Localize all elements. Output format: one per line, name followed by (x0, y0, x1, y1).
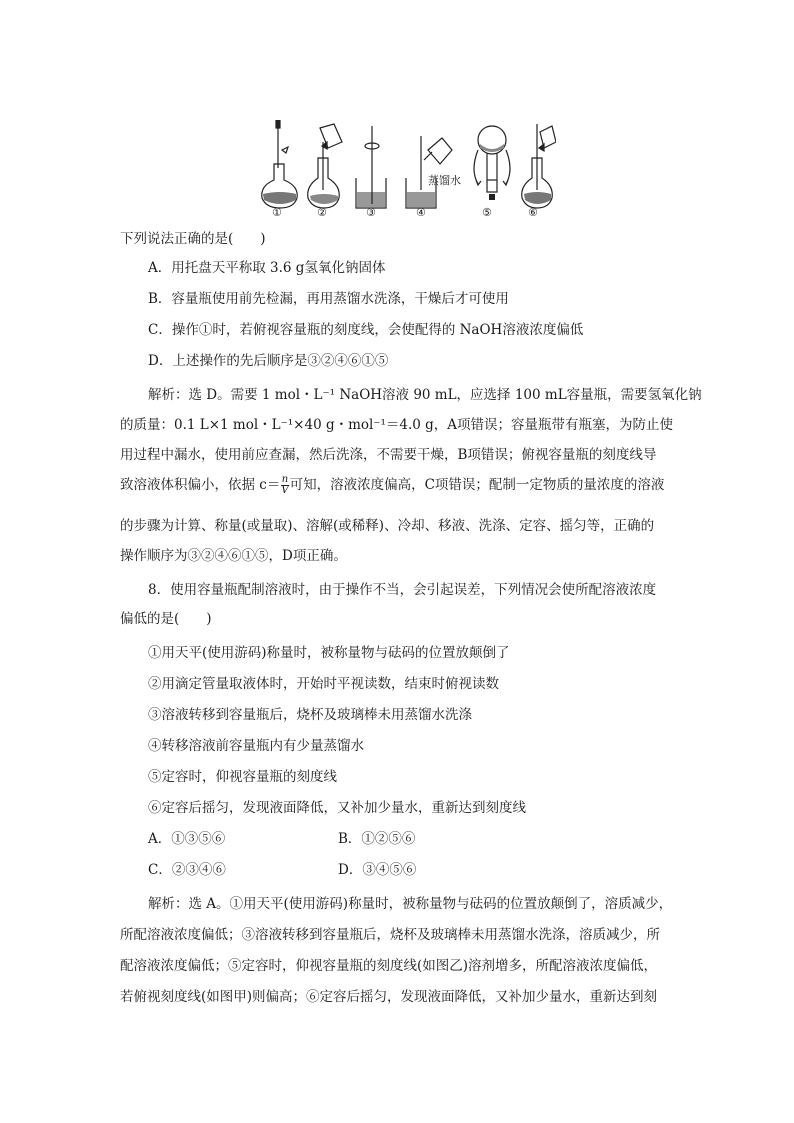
figure-label-6: ⑥ (528, 206, 538, 219)
apparatus-figure (256, 120, 556, 222)
figure-label-1: ① (272, 206, 282, 219)
q7-option-d: D．上述操作的先后顺序是③②④⑥①⑤ (148, 353, 389, 369)
q8-analysis-line-1: 解析：选 A。①用天平(使用游码)称量时，被称量物与砝码的位置放颠倒了，溶质减少， (148, 896, 673, 912)
q8-item-2: ②用滴定管量取液体时，开始时平视读数，结束时俯视读数 (148, 676, 499, 692)
apparatus-1 (262, 120, 297, 208)
apparatus-3 (356, 126, 386, 208)
formula-numerator: n (281, 474, 289, 485)
q7-analysis-line-5: 的步骤为计算、称量(或量取)、溶解(或稀释)、冷却、移液、洗涤、定容、摇匀等，正确的 (120, 518, 655, 534)
apparatus-6 (522, 124, 556, 208)
figure-label-2: ② (317, 206, 327, 219)
q8-analysis-line-3: 配溶液浓度偏低；⑤定容时，仰视容量瓶的刻度线(如图乙)溶剂增多，所配溶液浓度偏低， (120, 958, 658, 974)
q8-stem-line-1: 8．使用容量瓶配制溶液时，由于操作不当，会引起误差，下列情况会使所配溶液浓度 (148, 582, 657, 598)
q8-option-d: D．③④⑤⑥ (338, 862, 417, 878)
apparatus-5 (474, 126, 510, 200)
concentration-formula (281, 475, 288, 496)
formula-denominator: V (281, 485, 289, 496)
figure-label-5: ⑤ (482, 206, 492, 219)
q8-item-4: ④转移溶液前容量瓶内有少量蒸馏水 (148, 738, 364, 754)
water-label: 蒸馏水 (428, 174, 461, 187)
q7-analysis-line-2: 的质量：0.1 L×1 mol・L⁻¹×40 g・mol⁻¹＝4.0 g，A项错误；容量瓶带有瓶塞，为防止使 (120, 417, 674, 433)
q8-item-6: ⑥定容后摇匀，发现液面降低，又补加少量水，重新达到刻度线 (148, 800, 526, 816)
q8-option-b: B．①②⑤⑥ (338, 831, 416, 847)
q8-analysis-line-2: 所配溶液浓度偏低；③溶液转移到容量瓶后，烧杯及玻璃棒未用蒸馏水洗涤，溶质减少，所 (120, 927, 660, 943)
q7-analysis-line-1: 解析：选 D。需要 1 mol・L⁻¹ NaOH溶液 90 mL，应选择 100 mL容量瓶，需要氢氧化钠 (148, 387, 702, 403)
q8-stem-line-2: 偏低的是( ) (120, 611, 212, 627)
q7-option-a: A．用托盘天平称取 3.6 g氢氧化钠固体 (148, 260, 386, 276)
q7-analysis-line-6: 操作顺序为③②④⑥①⑤，D项正确。 (120, 548, 347, 564)
apparatus-2 (308, 124, 342, 208)
apparatus-drawing (256, 120, 556, 222)
q7-analysis-line-3: 用过程中漏水，使用前应查漏，然后洗涤，不需要干燥，B项错误；俯视容量瓶的刻度线导 (120, 447, 657, 463)
q8-analysis-line-4: 若俯视刻度线(如图甲)则偏高；⑥定容后摇匀，发现液面降低，又补加少量水，重新达到刻 (120, 989, 658, 1005)
q8-item-5: ⑤定容时，仰视容量瓶的刻度线 (148, 769, 337, 785)
q7-option-c: C．操作①时，若俯视容量瓶的刻度线，会使配得的 NaOH溶液浓度偏低 (148, 322, 584, 338)
figure-label-4: ④ (416, 206, 426, 219)
q8-option-a: A．①③⑤⑥ (148, 831, 226, 847)
q8-item-1: ①用天平(使用游码)称量时，被称量物与砝码的位置放颠倒了 (148, 645, 510, 661)
q7-question: 下列说法正确的是( ) (120, 231, 266, 247)
figure-label-3: ③ (366, 206, 376, 219)
q7-analysis-line-4 (120, 475, 664, 496)
q7-analysis-line-4-rest: 可知，溶液浓度偏高，C项错误；配制一定物质的量浓度的溶液 (289, 477, 665, 493)
q7-analysis-line-4-prefix: 致溶液体积偏小，依据 c＝ (120, 477, 281, 493)
q8-item-3: ③溶液转移到容量瓶后，烧杯及玻璃棒未用蒸馏水洗涤 (148, 707, 472, 723)
q7-option-b: B．容量瓶使用前先检漏，再用蒸馏水洗涤，干燥后才可使用 (148, 291, 509, 307)
q8-option-c: C．②③④⑥ (148, 862, 226, 878)
